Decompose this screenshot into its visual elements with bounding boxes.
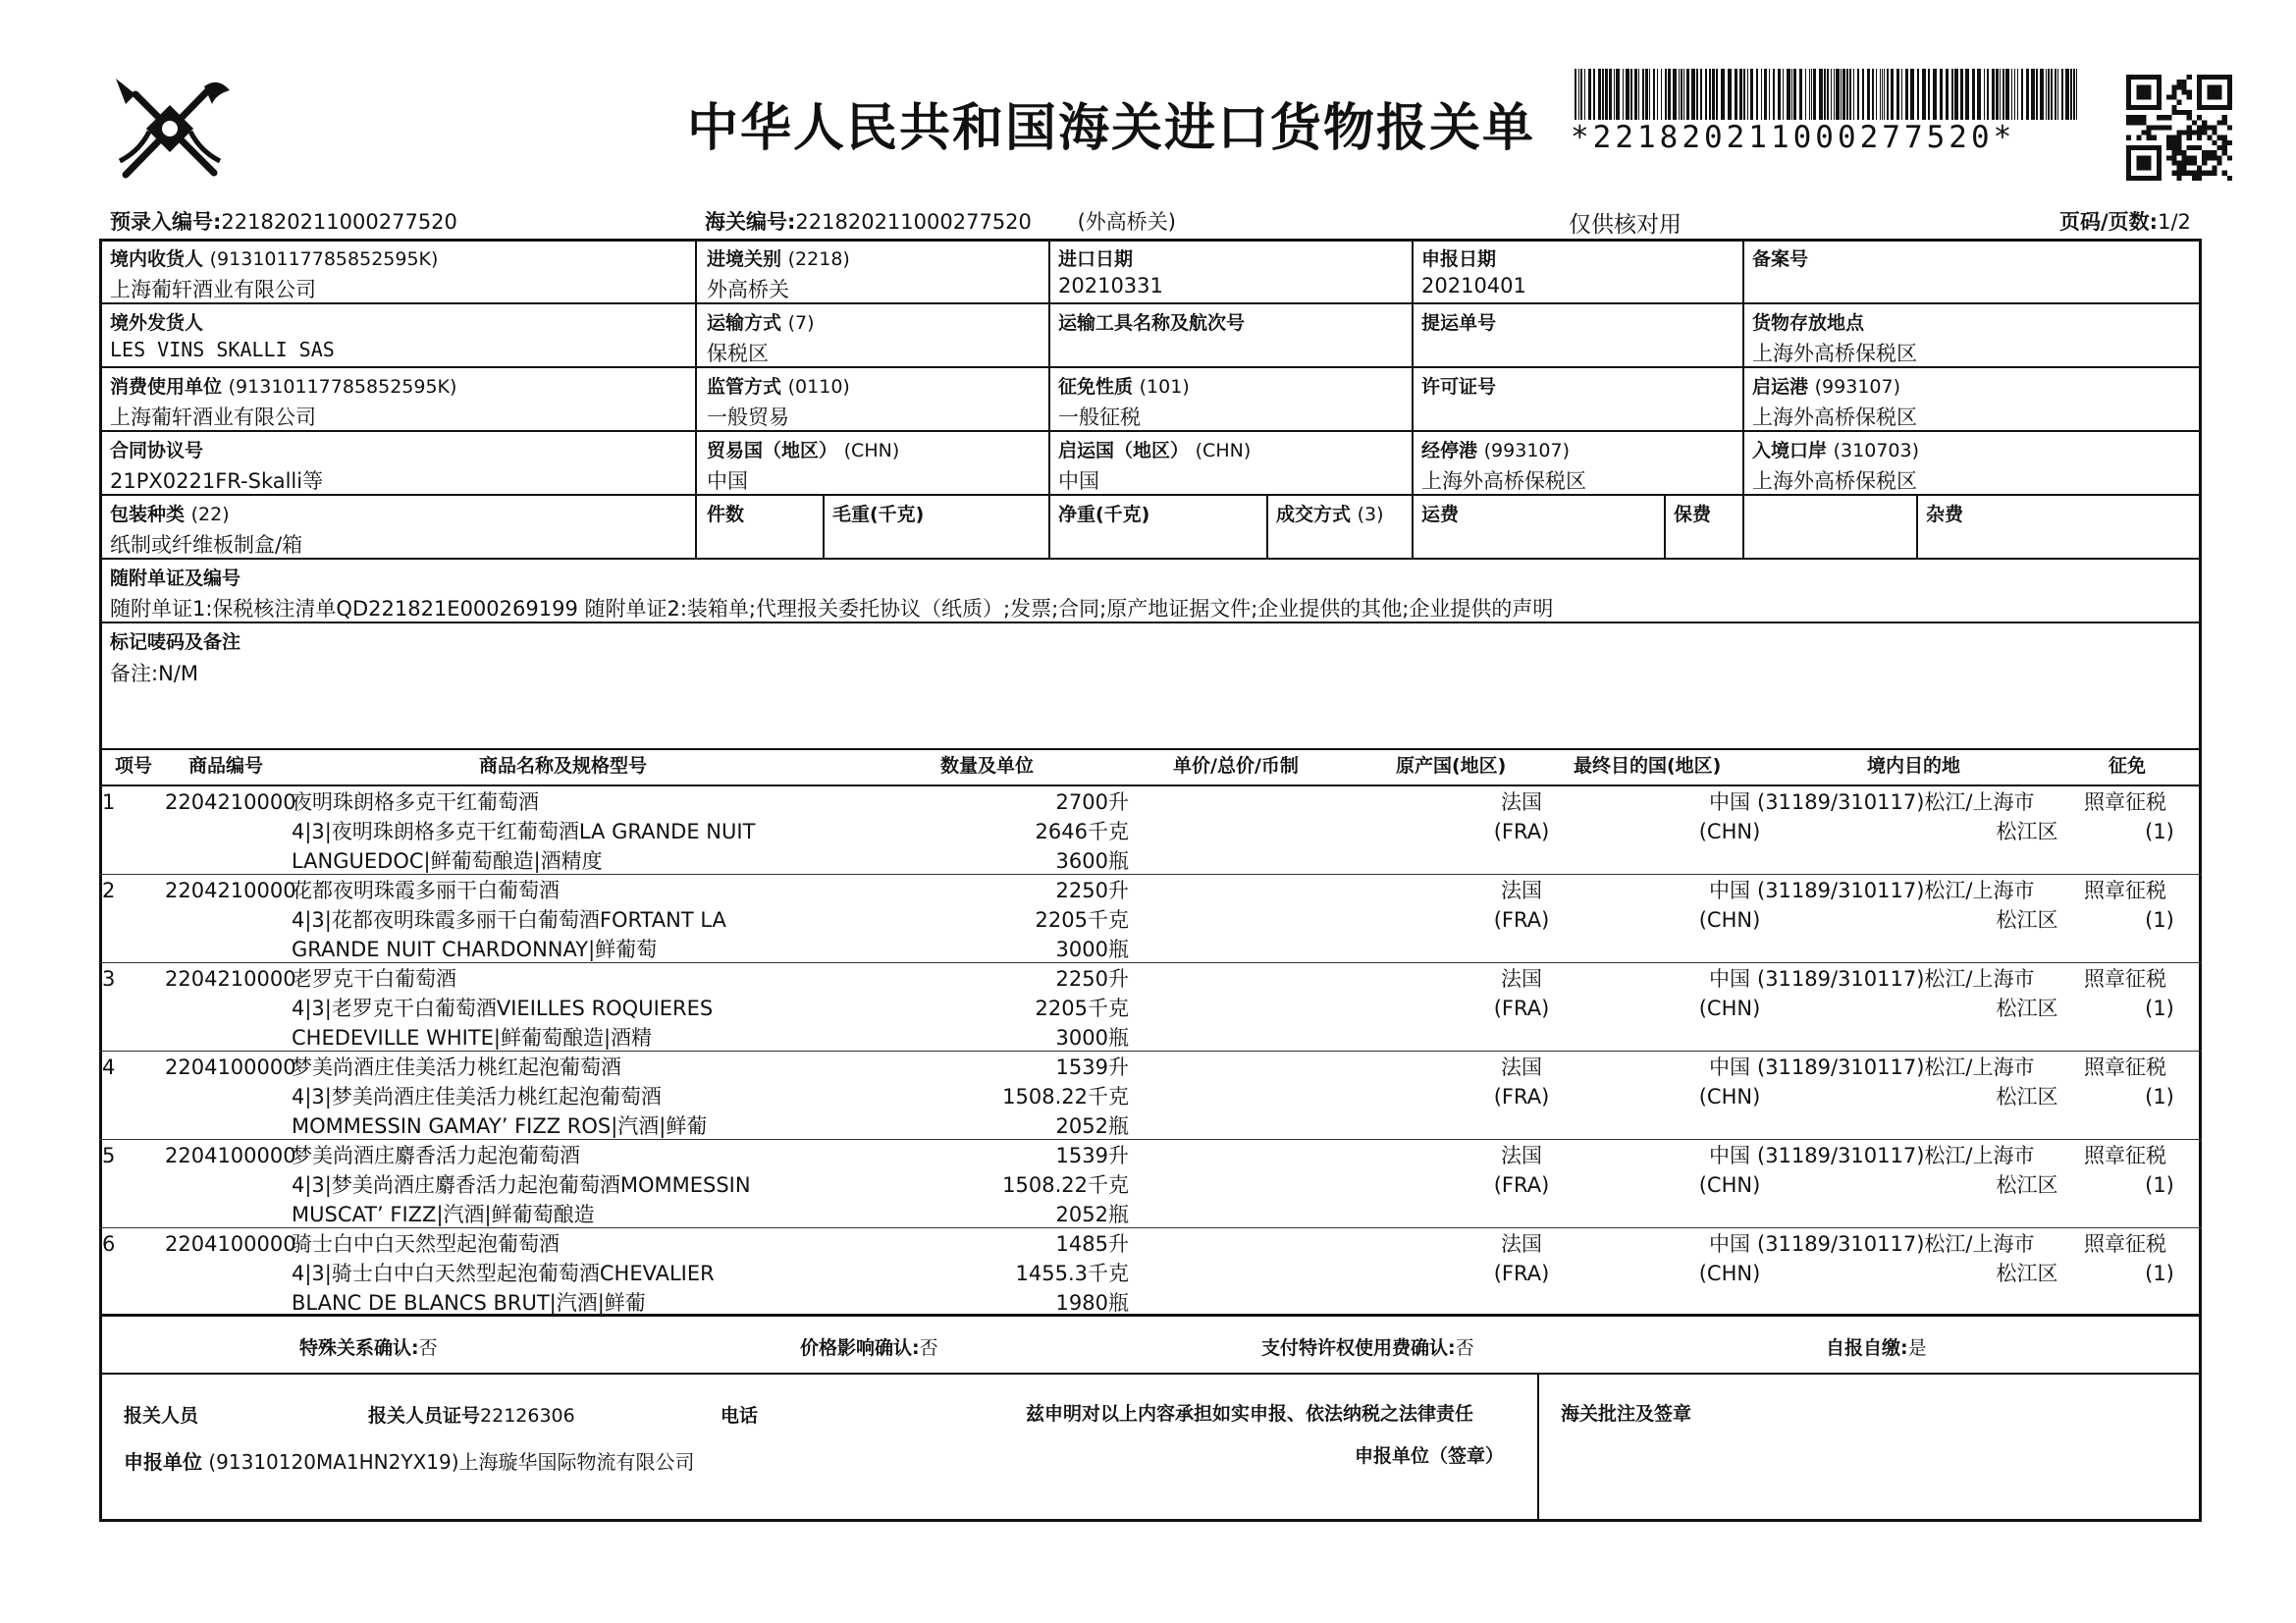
quantity-bottles: 2052瓶 bbox=[1055, 1203, 1129, 1226]
destination-country-code: (CHN) bbox=[1698, 997, 1761, 1020]
levy-code: (1) bbox=[2145, 908, 2174, 932]
pieces-label: 件数 bbox=[707, 504, 745, 525]
conveyance-label: 运输工具名称及航次号 bbox=[1058, 312, 1246, 334]
hs-code: 2204100000 bbox=[165, 1232, 296, 1256]
quantity-bottles: 3600瓶 bbox=[1055, 849, 1129, 873]
goods-spec-line2: MOMMESSIN GAMAY’ FIZZ ROS|汽酒|鲜葡 bbox=[292, 1114, 708, 1138]
quantity-bottles: 3000瓶 bbox=[1055, 938, 1129, 961]
departure-port-label: 启运港 (993107) bbox=[1752, 376, 1900, 398]
trade-country-label: 贸易国（地区） (CHN) bbox=[707, 440, 900, 461]
domestic-destination: (31189/310117)松江/上海市 bbox=[1757, 790, 2035, 814]
special-relationship-confirm: 特殊关系确认:否 bbox=[299, 1337, 438, 1359]
insurance-label: 保费 bbox=[1674, 504, 1712, 525]
declarant-cert: 报关人员证号22126306 bbox=[368, 1405, 575, 1427]
qr-code bbox=[2126, 75, 2232, 181]
origin-country: 法国 bbox=[1501, 879, 1542, 902]
levy-mode: 照章征税 bbox=[2084, 790, 2166, 814]
item-no: 2 bbox=[102, 879, 116, 902]
destination-country-code: (CHN) bbox=[1698, 1085, 1761, 1109]
destination-country: 中国 bbox=[1709, 967, 1750, 991]
stop-port-label: 经停港 (993107) bbox=[1421, 440, 1570, 461]
item-no: 3 bbox=[102, 967, 116, 991]
col-hs-code: 商品编号 bbox=[188, 755, 264, 777]
destination-country: 中国 bbox=[1709, 790, 1750, 814]
transport-mode-value: 保税区 bbox=[707, 342, 769, 365]
levy-code: (1) bbox=[2145, 997, 2174, 1020]
domestic-destination: (31189/310117)松江/上海市 bbox=[1757, 1144, 2035, 1167]
contract-no-value: 21PX0221FR-Skalli等 bbox=[110, 469, 324, 493]
domestic-destination: (31189/310117)松江/上海市 bbox=[1757, 1232, 2035, 1256]
marks-label: 标记唛码及备注 bbox=[110, 631, 241, 653]
item-no: 6 bbox=[102, 1232, 116, 1256]
customs-emblem bbox=[106, 65, 234, 192]
goods-row-divider bbox=[99, 1139, 2202, 1140]
import-date-value: 20210331 bbox=[1058, 274, 1163, 298]
domestic-district: 松江区 bbox=[1996, 1262, 2058, 1285]
origin-country-code: (FRA) bbox=[1493, 1262, 1550, 1285]
goods-spec-line1: 4|3|梦美尚酒庄佳美活力桃红起泡葡萄酒 bbox=[292, 1085, 662, 1109]
domestic-district: 松江区 bbox=[1996, 908, 2058, 932]
net-weight-label: 净重(千克) bbox=[1058, 504, 1150, 525]
price-impact-confirm: 价格影响确认:否 bbox=[800, 1337, 938, 1359]
self-pay-confirm: 自报自缴:是 bbox=[1826, 1337, 1927, 1359]
levy-mode: 照章征税 bbox=[2084, 1232, 2166, 1256]
domestic-destination: (31189/310117)松江/上海市 bbox=[1757, 1055, 2035, 1079]
misc-label: 杂费 bbox=[1926, 504, 1964, 525]
origin-country-code: (FRA) bbox=[1493, 908, 1550, 932]
storage-place-label: 货物存放地点 bbox=[1752, 312, 1865, 334]
origin-country: 法国 bbox=[1501, 1232, 1542, 1256]
departure-port-value: 上海外高桥保税区 bbox=[1752, 406, 1917, 429]
col-name-spec: 商品名称及规格型号 bbox=[479, 755, 648, 777]
domestic-district: 松江区 bbox=[1996, 820, 2058, 843]
levy-mode: 照章征税 bbox=[2084, 879, 2166, 902]
import-date-label: 进口日期 bbox=[1058, 248, 1134, 270]
goods-row-divider bbox=[99, 1227, 2202, 1228]
declaring-unit: 申报单位 (91310120MA1HN2YX19)上海璇华国际物流有限公司 bbox=[124, 1450, 695, 1474]
goods-spec-line2: MUSCAT’ FIZZ|汽酒|鲜葡萄酿造 bbox=[292, 1203, 595, 1226]
destination-country: 中国 bbox=[1709, 1232, 1750, 1256]
quantity-legal: 2250升 bbox=[1055, 967, 1129, 991]
origin-country-label: 启运国（地区） (CHN) bbox=[1058, 440, 1252, 461]
barcode bbox=[1575, 69, 2085, 120]
destination-country-code: (CHN) bbox=[1698, 820, 1761, 843]
goods-name: 夜明珠朗格多克干红葡萄酒 bbox=[292, 790, 539, 814]
col-item-no: 项号 bbox=[115, 755, 153, 777]
goods-spec-line2: GRANDE NUIT CHARDONNAY|鲜葡萄 bbox=[292, 938, 658, 961]
origin-country-code: (FRA) bbox=[1493, 1173, 1550, 1197]
pre-entry-number: 预录入编号:221820211000277520 bbox=[110, 210, 457, 234]
item-no: 5 bbox=[102, 1144, 116, 1167]
origin-country-code: (FRA) bbox=[1493, 1085, 1550, 1109]
transport-mode-label: 运输方式 (7) bbox=[707, 312, 815, 334]
quantity-legal: 1539升 bbox=[1055, 1144, 1129, 1167]
quantity-weight: 2205千克 bbox=[1035, 997, 1129, 1020]
col-origin: 原产国(地区) bbox=[1396, 755, 1507, 777]
goods-name: 梦美尚酒庄麝香活力起泡葡萄酒 bbox=[292, 1144, 580, 1167]
goods-name: 老罗克干白葡萄酒 bbox=[292, 967, 456, 991]
quantity-weight: 1508.22千克 bbox=[1002, 1173, 1129, 1197]
col-quantity: 数量及单位 bbox=[940, 755, 1035, 777]
col-price: 单价/总价/币制 bbox=[1173, 755, 1299, 777]
levy-nature-value: 一般征税 bbox=[1058, 406, 1141, 429]
check-note: 仅供核对用 bbox=[1569, 212, 1682, 238]
goods-row-divider bbox=[99, 1051, 2202, 1052]
col-destination: 最终目的国(地区) bbox=[1574, 755, 1722, 777]
goods-name: 梦美尚酒庄佳美活力桃红起泡葡萄酒 bbox=[292, 1055, 621, 1079]
quantity-weight: 1508.22千克 bbox=[1002, 1085, 1129, 1109]
documents-value: 随附单证1:保税核注清单QD221821E000269199 随附单证2:装箱单;代理报关委托协议（纸质）;发票;合同;原产地证据文件;企业提供的其他;企业提供的声明 bbox=[110, 597, 1554, 621]
barcode-text: *221820211000277520* bbox=[1571, 120, 2016, 155]
freight-label: 运费 bbox=[1421, 504, 1460, 525]
unit-seal-label: 申报单位（签章） bbox=[1355, 1445, 1505, 1467]
stop-port-value: 上海外高桥保税区 bbox=[1421, 469, 1586, 493]
form-title: 中华人民共和国海关进口货物报关单 bbox=[687, 98, 1536, 158]
col-levy: 征免 bbox=[2109, 755, 2147, 777]
hs-code: 2204210000 bbox=[165, 967, 296, 991]
quantity-legal: 2250升 bbox=[1055, 879, 1129, 902]
quantity-legal: 1485升 bbox=[1055, 1232, 1129, 1256]
origin-country-value: 中国 bbox=[1058, 469, 1099, 493]
hs-code: 2204210000 bbox=[165, 879, 296, 902]
destination-country: 中国 bbox=[1709, 879, 1750, 902]
hs-code: 2204100000 bbox=[165, 1055, 296, 1079]
goods-spec-line1: 4|3|骑士白中白天然型起泡葡萄酒CHEVALIER bbox=[292, 1262, 715, 1285]
declarant-label: 报关人员 bbox=[124, 1405, 199, 1427]
consignee-label: 境内收货人 (91310117785852595K) bbox=[110, 248, 439, 270]
entry-customs-value: 外高桥关 bbox=[707, 278, 789, 301]
shipper-label: 境外发货人 bbox=[110, 312, 204, 334]
origin-country: 法国 bbox=[1501, 1144, 1542, 1167]
quantity-legal: 2700升 bbox=[1055, 790, 1129, 814]
goods-row-divider bbox=[99, 874, 2202, 875]
hs-code: 2204210000 bbox=[165, 790, 296, 814]
consumer-label: 消费使用单位 (91310117785852595K) bbox=[110, 376, 457, 398]
origin-country-code: (FRA) bbox=[1493, 820, 1550, 843]
entry-port-value: 上海外高桥保税区 bbox=[1752, 469, 1917, 493]
marks-value: 备注:N/M bbox=[110, 662, 198, 685]
consumer-value: 上海葡轩酒业有限公司 bbox=[110, 406, 316, 429]
levy-code: (1) bbox=[2145, 820, 2174, 843]
documents-label: 随附单证及编号 bbox=[110, 568, 241, 589]
declare-date-label: 申报日期 bbox=[1421, 248, 1497, 270]
bill-no-label: 提运单号 bbox=[1421, 312, 1497, 334]
goods-spec-line1: 4|3|老罗克干白葡萄酒VIEILLES ROQUIERES bbox=[292, 997, 714, 1020]
levy-mode: 照章征税 bbox=[2084, 1144, 2166, 1167]
goods-spec-line1: 4|3|夜明珠朗格多克干红葡萄酒LA GRANDE NUIT bbox=[292, 820, 756, 843]
levy-nature-label: 征免性质 (101) bbox=[1058, 376, 1190, 398]
quantity-weight: 2205千克 bbox=[1035, 908, 1129, 932]
levy-mode: 照章征税 bbox=[2084, 1055, 2166, 1079]
levy-code: (1) bbox=[2145, 1262, 2174, 1285]
domestic-destination: (31189/310117)松江/上海市 bbox=[1757, 967, 2035, 991]
origin-country: 法国 bbox=[1501, 967, 1542, 991]
entry-port-label: 入境口岸 (310703) bbox=[1752, 440, 1919, 461]
origin-country: 法国 bbox=[1501, 790, 1542, 814]
item-no: 4 bbox=[102, 1055, 116, 1079]
item-no: 1 bbox=[102, 790, 116, 814]
entry-customs-label: 进境关别 (2218) bbox=[707, 248, 850, 270]
trade-country-value: 中国 bbox=[707, 469, 748, 493]
contract-no-label: 合同协议号 bbox=[110, 440, 204, 461]
domestic-district: 松江区 bbox=[1996, 1085, 2058, 1109]
goods-name: 花都夜明珠霞多丽干白葡萄酒 bbox=[292, 879, 560, 902]
legal-statement: 兹申明对以上内容承担如实申报、依法纳税之法律责任 bbox=[1026, 1403, 1474, 1425]
destination-country-code: (CHN) bbox=[1698, 1262, 1761, 1285]
domestic-district: 松江区 bbox=[1996, 1173, 2058, 1197]
levy-code: (1) bbox=[2145, 1085, 2174, 1109]
phone-label: 电话 bbox=[721, 1405, 759, 1427]
levy-mode: 照章征税 bbox=[2084, 967, 2166, 991]
customs-number: 海关编号:221820211000277520 (外高桥关) bbox=[705, 210, 1176, 234]
destination-country-code: (CHN) bbox=[1698, 1173, 1761, 1197]
goods-row-divider bbox=[99, 962, 2202, 963]
quantity-bottles: 2052瓶 bbox=[1055, 1114, 1129, 1138]
supervision-label: 监管方式 (0110) bbox=[707, 376, 850, 398]
domestic-destination: (31189/310117)松江/上海市 bbox=[1757, 879, 2035, 902]
page-indicator: 页码/页数:1/2 bbox=[2059, 210, 2191, 234]
consignee-value: 上海葡轩酒业有限公司 bbox=[110, 278, 316, 301]
goods-spec-line1: 4|3|花都夜明珠霞多丽干白葡萄酒FORTANT LA bbox=[292, 908, 726, 932]
royalty-confirm: 支付特许权使用费确认:否 bbox=[1261, 1337, 1474, 1359]
goods-name: 骑士白中白天然型起泡葡萄酒 bbox=[292, 1232, 560, 1256]
goods-spec-line2: CHEDEVILLE WHITE|鲜葡萄酿造|酒精 bbox=[292, 1026, 653, 1050]
domestic-district: 松江区 bbox=[1996, 997, 2058, 1020]
declare-date-value: 20210401 bbox=[1421, 274, 1526, 298]
storage-place-value: 上海外高桥保税区 bbox=[1752, 342, 1917, 365]
levy-code: (1) bbox=[2145, 1173, 2174, 1197]
origin-country: 法国 bbox=[1501, 1055, 1542, 1079]
packaging-label: 包装种类 (22) bbox=[110, 504, 230, 525]
quantity-bottles: 1980瓶 bbox=[1055, 1291, 1129, 1315]
supervision-value: 一般贸易 bbox=[707, 406, 789, 429]
destination-country: 中国 bbox=[1709, 1055, 1750, 1079]
goods-spec-line1: 4|3|梦美尚酒庄麝香活力起泡葡萄酒MOMMESSIN bbox=[292, 1173, 751, 1197]
packaging-value: 纸制或纤维板制盒/箱 bbox=[110, 533, 303, 557]
customs-approval-label: 海关批注及签章 bbox=[1561, 1403, 1692, 1425]
quantity-bottles: 3000瓶 bbox=[1055, 1026, 1129, 1050]
transaction-mode-label: 成交方式 (3) bbox=[1276, 504, 1384, 525]
quantity-weight: 1455.3千克 bbox=[1015, 1262, 1129, 1285]
hs-code: 2204100000 bbox=[165, 1144, 296, 1167]
destination-country: 中国 bbox=[1709, 1144, 1750, 1167]
goods-spec-line2: BLANC DE BLANCS BRUT|汽酒|鲜葡 bbox=[292, 1291, 646, 1315]
shipper-value: LES VINS SKALLI SAS bbox=[110, 338, 335, 361]
record-no-label: 备案号 bbox=[1752, 248, 1809, 270]
goods-spec-line2: LANGUEDOC|鲜葡萄酿造|酒精度 bbox=[292, 849, 603, 873]
origin-country-code: (FRA) bbox=[1493, 997, 1550, 1020]
destination-country-code: (CHN) bbox=[1698, 908, 1761, 932]
license-no-label: 许可证号 bbox=[1421, 376, 1497, 398]
quantity-weight: 2646千克 bbox=[1035, 820, 1129, 843]
gross-weight-label: 毛重(千克) bbox=[832, 504, 925, 525]
col-domestic-dest: 境内目的地 bbox=[1867, 755, 1961, 777]
quantity-legal: 1539升 bbox=[1055, 1055, 1129, 1079]
